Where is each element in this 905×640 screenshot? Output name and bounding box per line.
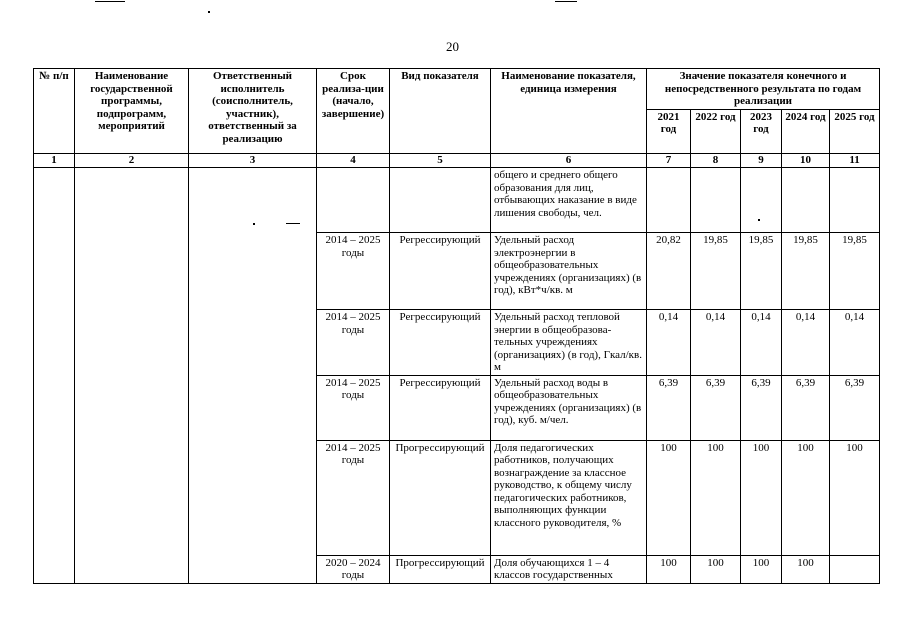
cell-indicator-name: общего и среднего общего образования для лиц, отбывающих наказание в виде лишения свободы, чел. [491, 168, 647, 233]
cell-value: 0,14 [782, 310, 830, 376]
header-year: 2025 год [830, 109, 880, 154]
cell-value: 0,14 [741, 310, 782, 376]
cell-value: 100 [691, 440, 741, 555]
header-executor: Ответственный исполнитель (соисполнитель, участник), ответственный за реализацию [189, 69, 317, 154]
column-number-row [34, 154, 880, 168]
header-year: 2024 год [782, 109, 830, 154]
cell-num-empty [34, 168, 75, 584]
header-values-group: Значение показателя конечного и непосредственного результата по годам реализации [647, 69, 880, 110]
cell-term [317, 168, 390, 233]
cell-term: 2014 – 2025 годы [317, 310, 390, 376]
cell-value [741, 168, 782, 233]
cell-value [830, 168, 880, 233]
indicators-table [33, 68, 880, 584]
header-year: 2022 год [691, 109, 741, 154]
header-num: № п/п [34, 69, 75, 154]
cell-value: 19,85 [691, 233, 741, 310]
page-number: 20 [446, 39, 459, 54]
cell-value: 19,85 [830, 233, 880, 310]
cell-value: 0,14 [830, 310, 880, 376]
column-number: 3 [189, 154, 317, 168]
cell-value: 100 [782, 555, 830, 583]
cell-term: 2014 – 2025 годы [317, 375, 390, 440]
cell-indicator-name: Удельный расход тепловой энергии в общеобразова-тельных учреждениях (организациях) (в год), Гкал/кв. м [491, 310, 647, 376]
cell-type: Регрессирующий [390, 233, 491, 310]
cell-type: Прогрессирующий [390, 440, 491, 555]
column-number: 8 [691, 154, 741, 168]
column-number: 11 [830, 154, 880, 168]
cell-executor-empty [189, 168, 317, 584]
cell-value: 6,39 [782, 375, 830, 440]
scan-artifact-dot [253, 223, 255, 225]
cell-value: 0,14 [691, 310, 741, 376]
scan-artifact-dot [758, 219, 760, 221]
cell-type [390, 168, 491, 233]
column-number: 6 [491, 154, 647, 168]
cell-value [782, 168, 830, 233]
cell-type: Регрессирующий [390, 375, 491, 440]
header-program: Наименование государственной программы, подпрограмм, мероприятий [75, 69, 189, 154]
cell-indicator-name: Удельный расход воды в общеобразовательных учреждениях (организациях) (в год), куб. м/чел. [491, 375, 647, 440]
header-term: Срок реализа-ции (начало, завершение) [317, 69, 390, 154]
column-number: 2 [75, 154, 189, 168]
column-number: 7 [647, 154, 691, 168]
cell-value: 19,85 [741, 233, 782, 310]
cell-value [830, 555, 880, 583]
cell-value: 19,85 [782, 233, 830, 310]
cell-type: Прогрессирующий [390, 555, 491, 583]
cell-term: 2014 – 2025 годы [317, 440, 390, 555]
column-number: 9 [741, 154, 782, 168]
cell-indicator-name: Доля педагогических работников, получающих вознаграждение за классное руководство, к общему числу педагогических работников, выполняющих функции классного руководителя, % [491, 440, 647, 555]
table-row [34, 168, 880, 233]
header-year: 2021 год [647, 109, 691, 154]
scan-artifact-line [95, 1, 125, 2]
cell-term: 2020 – 2024 годы [317, 555, 390, 583]
cell-value: 20,82 [647, 233, 691, 310]
column-number: 10 [782, 154, 830, 168]
scan-artifact-dot [208, 11, 210, 13]
header-indicator-name: Наименование показателя, единица измерения [491, 69, 647, 154]
cell-value: 100 [830, 440, 880, 555]
cell-term: 2014 – 2025 годы [317, 233, 390, 310]
cell-value: 6,39 [830, 375, 880, 440]
cell-indicator-name: Удельный расход электроэнергии в общеобразовательных учреждениях (организациях) (в год), кВт*ч/кв. м [491, 233, 647, 310]
cell-program-empty [75, 168, 189, 584]
scan-artifact-dash [286, 223, 300, 224]
column-number: 1 [34, 154, 75, 168]
cell-value: 100 [741, 555, 782, 583]
column-number: 4 [317, 154, 390, 168]
cell-value: 6,39 [691, 375, 741, 440]
cell-value: 0,14 [647, 310, 691, 376]
header-indicator-type: Вид показателя [390, 69, 491, 154]
cell-value: 100 [691, 555, 741, 583]
cell-type: Регрессирующий [390, 310, 491, 376]
cell-value [691, 168, 741, 233]
scan-artifact-line [555, 1, 577, 2]
cell-value: 100 [647, 440, 691, 555]
cell-value: 6,39 [647, 375, 691, 440]
cell-value: 100 [782, 440, 830, 555]
cell-value: 6,39 [741, 375, 782, 440]
cell-indicator-name: Доля обучающихся 1 – 4 классов государственных [491, 555, 647, 583]
cell-value [647, 168, 691, 233]
cell-value: 100 [647, 555, 691, 583]
cell-value: 100 [741, 440, 782, 555]
header-year: 2023 год [741, 109, 782, 154]
column-number: 5 [390, 154, 491, 168]
